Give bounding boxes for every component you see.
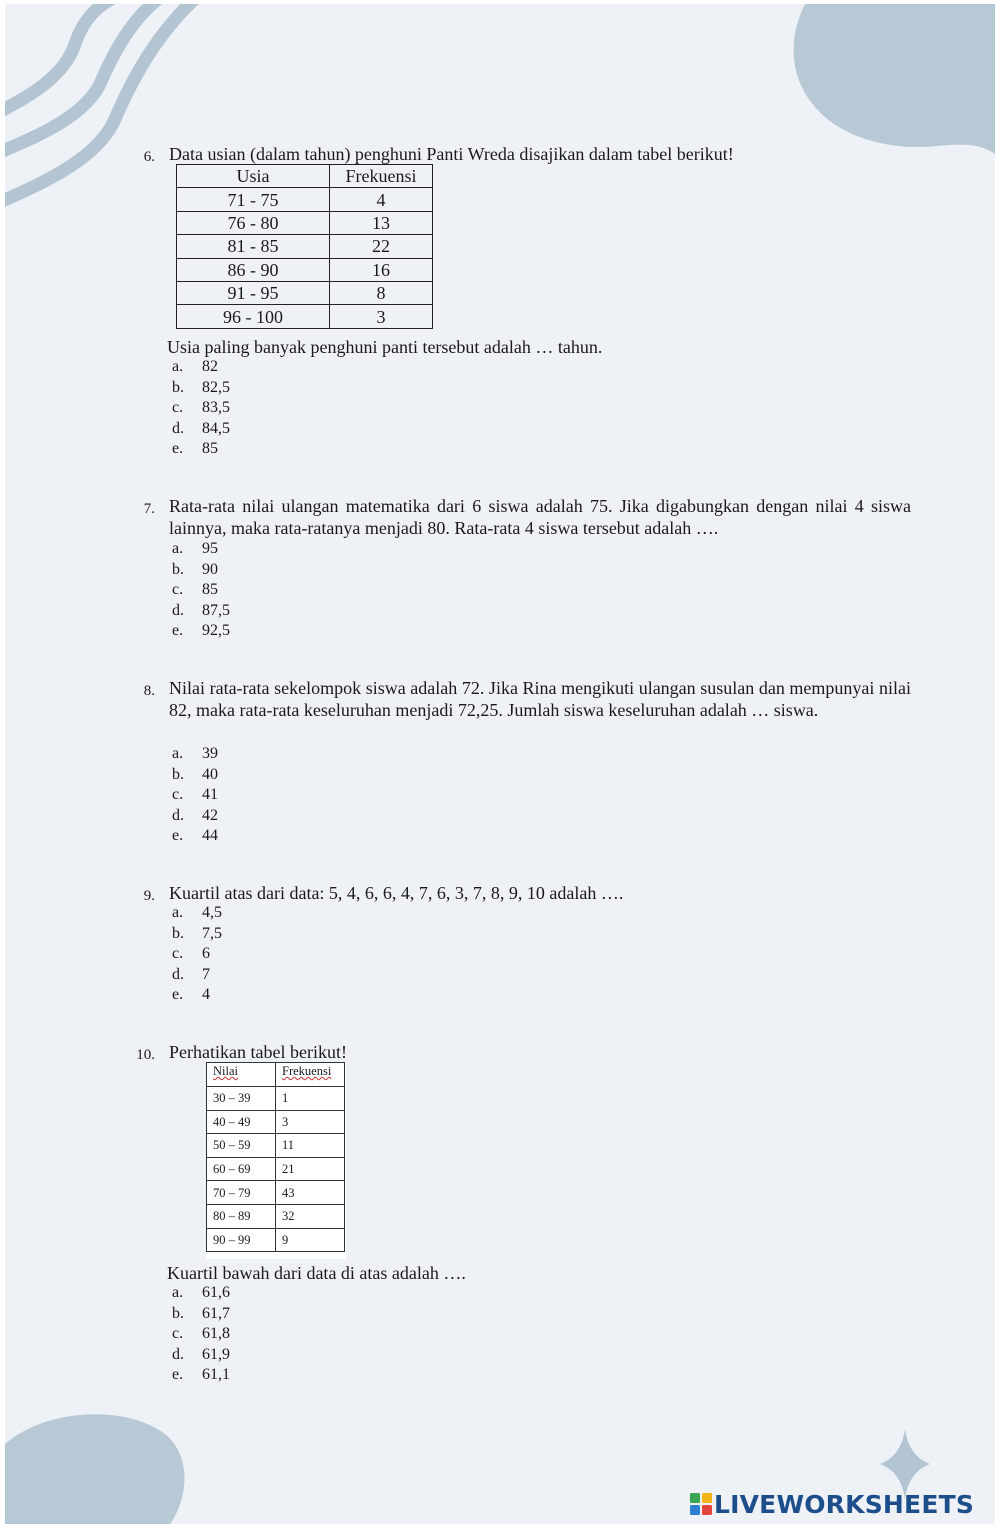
score-frequency-table	[206, 1062, 345, 1252]
table-cell: 9	[276, 1228, 345, 1252]
liveworksheets-logo[interactable]	[690, 1488, 974, 1520]
table-cell: 86 - 90	[177, 258, 330, 281]
answer-option[interactable]: e. 85	[172, 440, 218, 458]
question-number: 10.	[136, 1047, 155, 1063]
top-right-blob-decoration	[794, 4, 995, 154]
answer-option[interactable]: b. 90	[172, 560, 218, 578]
answer-option[interactable]: c. 6	[172, 945, 210, 963]
table-row	[177, 305, 433, 328]
table-cell: 70 – 79	[207, 1181, 276, 1205]
answer-option[interactable]: c. 41	[172, 786, 218, 804]
answer-option[interactable]: b. 82,5	[172, 378, 230, 396]
table-cell: 50 – 59	[207, 1134, 276, 1158]
question-text: Rata-rata nilai ulangan matematika dari 6 siswa adalah 75. Jika digabungkan dengan nilai 4 siswa lainnya, maka rata-ratanya menjadi 80. Rata-rata 4 siswa tersebut adalah ….	[169, 496, 911, 538]
table-row	[177, 235, 433, 258]
logo-text: LIVEWORKSHEETS	[714, 1489, 975, 1519]
table-row	[207, 1157, 345, 1181]
table-header-cell: Nilai	[207, 1063, 276, 1087]
background-decoration	[5, 4, 995, 1524]
question-text: Perhatikan tabel berikut!	[169, 1042, 347, 1062]
table-row	[177, 258, 433, 281]
options-list	[172, 744, 218, 847]
table-cell: 3	[276, 1110, 345, 1134]
question-text: Kuartil atas dari data: 5, 4, 6, 6, 4, 7, 6, 3, 7, 8, 9, 10 adalah ….	[169, 883, 624, 903]
table-row	[207, 1228, 345, 1252]
table-header-cell: Usia	[177, 165, 330, 188]
answer-option[interactable]: c. 83,5	[172, 399, 230, 417]
table-header-cell: Frekuensi	[330, 165, 433, 188]
options-list	[172, 903, 222, 1006]
answer-option[interactable]: c. 85	[172, 581, 218, 599]
question-text: Nilai rata-rata sekelompok siswa adalah 72. Jika Rina mengikuti ulangan susulan dan mempunyai nilai 82, maka rata-rata keseluruhan menjadi 72,25. Jumlah siswa keseluruhan adalah … siswa.	[169, 678, 911, 720]
table-cell: 80 – 89	[207, 1204, 276, 1228]
answer-option[interactable]: d. 42	[172, 806, 218, 824]
answer-option[interactable]: a. 4,5	[172, 904, 222, 921]
table-row	[207, 1134, 345, 1158]
table-header-row	[207, 1063, 345, 1087]
table-cell: 30 – 39	[207, 1087, 276, 1111]
question-number: 9.	[143, 888, 155, 904]
table-row	[207, 1110, 345, 1134]
answer-option[interactable]: b. 40	[172, 765, 218, 783]
table-cell: 32	[276, 1204, 345, 1228]
table-cell: 91 - 95	[177, 281, 330, 304]
table-cell: 43	[276, 1181, 345, 1205]
question-prompt: Usia paling banyak penghuni panti tersebut adalah … tahun.	[167, 337, 603, 357]
table-row	[207, 1204, 345, 1228]
wave-lines-decoration	[5, 4, 200, 204]
answer-option[interactable]: e. 44	[172, 827, 218, 845]
answer-option[interactable]: d. 84,5	[172, 419, 230, 437]
bottom-left-blob-decoration	[5, 1414, 184, 1524]
answer-option[interactable]: e. 61,1	[172, 1366, 230, 1384]
answer-option[interactable]: e. 92,5	[172, 622, 230, 640]
options-list	[172, 1283, 230, 1386]
question-number: 7.	[143, 501, 155, 517]
table-cell: 71 - 75	[177, 188, 330, 211]
age-frequency-table	[176, 164, 433, 329]
answer-option[interactable]: d. 7	[172, 965, 210, 983]
table-cell: 3	[330, 305, 433, 328]
table-cell: 4	[330, 188, 433, 211]
table-cell: 60 – 69	[207, 1157, 276, 1181]
table-cell: 8	[330, 281, 433, 304]
answer-option[interactable]: c. 61,8	[172, 1325, 230, 1343]
question-prompt: Kuartil bawah dari data di atas adalah ….	[167, 1263, 466, 1283]
answer-option[interactable]: a. 95	[172, 540, 218, 557]
table-row	[177, 211, 433, 234]
answer-option[interactable]: d. 87,5	[172, 601, 230, 619]
table-row	[177, 281, 433, 304]
answer-option[interactable]: a. 61,6	[172, 1284, 230, 1301]
table-row	[207, 1181, 345, 1205]
options-list	[172, 357, 230, 460]
table-cell: 40 – 49	[207, 1110, 276, 1134]
table-cell: 1	[276, 1087, 345, 1111]
worksheet-page	[5, 4, 995, 1524]
answer-option[interactable]: b. 7,5	[172, 924, 222, 942]
table-cell: 81 - 85	[177, 235, 330, 258]
question-number: 8.	[143, 683, 155, 699]
table-cell: 13	[330, 211, 433, 234]
table-row	[207, 1087, 345, 1111]
question-number: 6.	[143, 149, 155, 165]
table-header-cell: Frekuensi	[276, 1063, 345, 1087]
table-cell: 16	[330, 258, 433, 281]
table-cell: 22	[330, 235, 433, 258]
answer-option[interactable]: a. 39	[172, 745, 218, 762]
table-row	[177, 188, 433, 211]
question-text: Data usian (dalam tahun) penghuni Panti Wreda disajikan dalam tabel berikut!	[169, 144, 734, 164]
answer-option[interactable]: b. 61,7	[172, 1304, 230, 1322]
table-cell: 96 - 100	[177, 305, 330, 328]
answer-option[interactable]: e. 4	[172, 986, 210, 1004]
answer-option[interactable]: d. 61,9	[172, 1345, 230, 1363]
table-header-row	[177, 165, 433, 188]
table-cell: 21	[276, 1157, 345, 1181]
table-cell: 90 – 99	[207, 1228, 276, 1252]
options-list	[172, 539, 230, 642]
answer-option[interactable]: a. 82	[172, 358, 218, 375]
table-cell: 11	[276, 1134, 345, 1158]
liveworksheets-grid-icon	[690, 1493, 712, 1515]
table-cell: 76 - 80	[177, 211, 330, 234]
score-frequency-table-image	[206, 1062, 346, 1259]
